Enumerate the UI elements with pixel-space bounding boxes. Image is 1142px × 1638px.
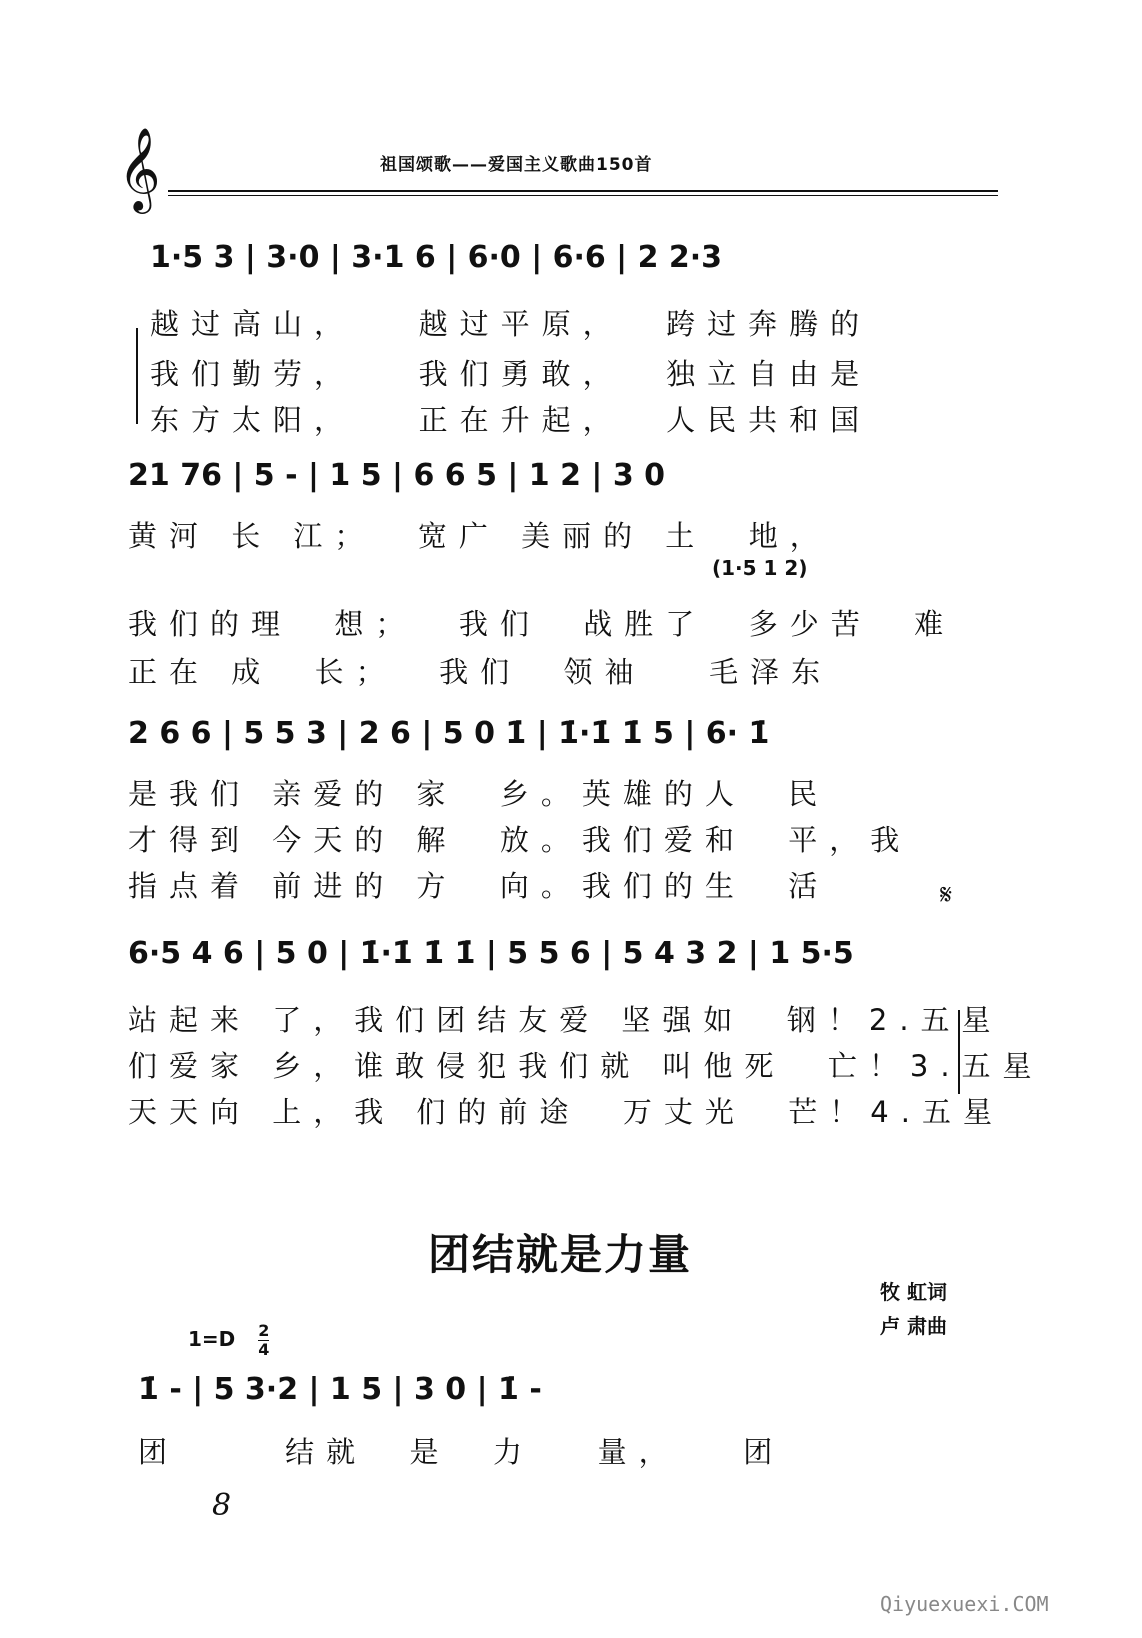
verse-brace [136, 328, 138, 424]
notation-line-3: 2 6 6 | 5 5 3 | 2 6 | 5 0 1̇ | 1̇·1̇ 1̇ 5 | 6· 1̇ [128, 716, 770, 751]
time-top: 2 [258, 1321, 270, 1340]
lyric-line: 东方太阳， 正在升起， 人民共和国 [150, 403, 872, 437]
notation-line-5: 1̇ - | 5 3·2 | 1 5 | 3 0 | 1̇ - [138, 1372, 542, 1407]
time-bottom: 4 [258, 1340, 270, 1359]
page-header [118, 128, 998, 208]
lyric-line: 才得到 今天的 解 放。我们爱和 平，我 [128, 823, 912, 857]
verse-brace [958, 1010, 960, 1094]
header-rule-thin [168, 195, 998, 196]
lyric-line: 我们勤劳， 我们勇敢， 独立自由是 [150, 357, 872, 391]
lyricist-credit: 牧 虹词 [880, 1280, 947, 1304]
key-signature [188, 1322, 269, 1359]
treble-clef-icon: 𝄞 [118, 126, 161, 210]
key-label: 1=D [188, 1327, 236, 1351]
segno-icon: 𝄋 [940, 878, 953, 911]
lyric-line: 站起来 了，我们团结友爱 坚强如 钢！2.五星 [128, 1003, 1003, 1037]
alternate-notes: (1·5 1 2) [712, 556, 808, 580]
lyric-line: 们爱家 乡，谁敢侵犯我们就 叫他死 亡！3.五星 [128, 1049, 1044, 1083]
time-signature [258, 1322, 269, 1359]
lyric-line: 天天向 上，我 们的前途 万丈光 芒！4.五星 [128, 1095, 1004, 1129]
header-rule [168, 190, 998, 192]
notation-line-2: 21 76 | 5 - | 1 5 | 6 6 5 | 1 2 | 3 0 [128, 458, 666, 493]
lyric-line: 正在 成 长； 我们 领袖 毛泽东 [128, 655, 833, 689]
notation-line-4: 6·5 4 6 | 5 0 | 1̇·1̇ 1̇ 1̇ | 5 5 6 | 5 4 3 2 | 1 5·5 [128, 936, 854, 971]
lyric-line: 越过高山， 越过平原， 跨过奔腾的 [150, 307, 872, 341]
lyric-line: 是我们 亲爱的 家 乡。英雄的人 民 [128, 777, 830, 811]
lyric-line: 我们的理 想； 我们 战胜了 多少苦 难 [128, 607, 956, 641]
song-title: 团结就是力量 [428, 1230, 693, 1279]
site-watermark: Qiyuexuexi.COM [880, 1592, 1049, 1616]
page-number: 8 [212, 1488, 232, 1523]
lyric-line: 黄河 长 江； 宽广 美丽的 土 地， [128, 519, 831, 553]
book-title: 祖国颂歌——爱国主义歌曲150首 [380, 155, 653, 175]
notation-line-1: 1·5 3 | 3·0 | 3·1 6 | 6·0 | 6·6 | 2 2·3 [150, 240, 723, 275]
composer-credit: 卢 肃曲 [880, 1314, 947, 1338]
lyric-line: 指点着 前进的 方 向。我们的生 活 [128, 869, 830, 903]
lyric-line: 团 结就 是 力 量， 团 [138, 1435, 785, 1469]
